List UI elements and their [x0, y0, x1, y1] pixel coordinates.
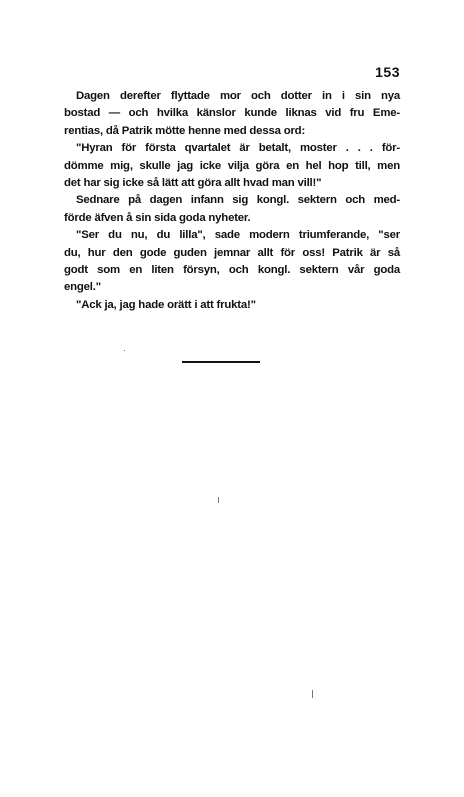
text-line: godt som en liten försyn, och kongl. sektern vår goda	[64, 264, 400, 277]
page-number: 153	[375, 64, 400, 80]
text-line: det har sig icke så lätt att göra allt hvad man vill!"	[64, 177, 322, 190]
text-line: "Ack ja, jag hade orätt i att frukta!"	[76, 298, 256, 311]
text-line: du, hur den gode guden jemnar allt för oss! Patrik är så	[64, 246, 400, 259]
scan-speck	[218, 497, 219, 503]
text-line: förde äfven å sin sida goda nyheter.	[64, 211, 251, 224]
text-line: bostad — och hvilka känslor kunde liknas vid fru Eme-	[64, 107, 400, 120]
body-text	[64, 88, 400, 314]
scan-speck	[124, 350, 125, 351]
text-line: "Hyran för första qvartalet är betalt, moster . . . för-	[76, 142, 400, 155]
scan-speck	[312, 690, 313, 698]
text-line: dömme mig, skulle jag icke vilja göra en hel hop till, men	[64, 159, 400, 172]
text-line: Sednare på dagen infann sig kongl. sektern och med-	[76, 194, 400, 207]
section-divider	[182, 361, 260, 363]
text-line: engel."	[64, 281, 101, 294]
text-line: Dagen derefter flyttade mor och dotter in i sin nya	[76, 90, 400, 102]
text-line: "Ser du nu, du lilla", sade modern triumferande, "ser	[76, 229, 400, 242]
text-line: rentias, då Patrik mötte henne med dessa ord:	[64, 124, 306, 137]
